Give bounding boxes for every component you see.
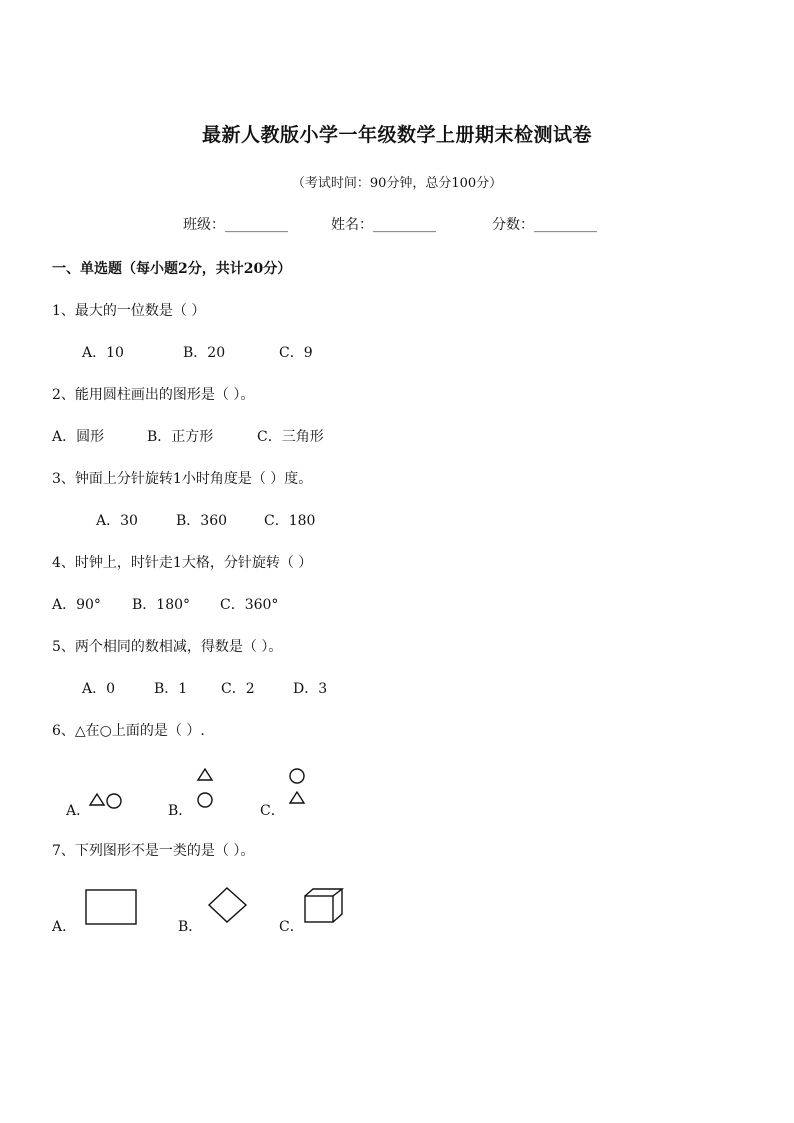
question-2: 2、能用圆柱画出的图形是（ ）。 xyxy=(52,387,255,403)
q5-option-a: A．0 xyxy=(82,681,116,697)
q7-option-a: A． xyxy=(52,919,77,935)
q2-option-c: C．三角形 xyxy=(257,429,324,445)
circle-above-triangle-icon xyxy=(288,768,308,810)
q7-option-c: C． xyxy=(279,919,304,935)
q2-option-a: A．圆形 xyxy=(52,429,105,445)
question-1: 1、最大的一位数是（ ） xyxy=(52,303,206,319)
q5-option-c: C．2 xyxy=(221,681,255,697)
cube-icon xyxy=(304,888,346,924)
score-field: 分数：_________ xyxy=(492,217,597,233)
triangle-beside-circle-icon xyxy=(89,793,125,813)
question-5: 5、两个相同的数相减，得数是（ ）。 xyxy=(52,639,283,655)
q5-option-b: B．1 xyxy=(154,681,188,697)
page-title: 最新人教版小学一年级数学上册期末检测试卷 xyxy=(201,124,592,146)
q3-option-a: A．30 xyxy=(96,513,138,529)
question-7: 7、下列图形不是一类的是（ ）。 xyxy=(52,843,255,859)
q6-option-b: B． xyxy=(168,803,193,819)
q6-option-a: A． xyxy=(66,803,91,819)
q5-option-d: D．3 xyxy=(293,681,328,697)
question-4: 4、时钟上，时针走1大格，分针旋转（ ） xyxy=(52,555,313,571)
q1-option-c: C．9 xyxy=(279,345,313,361)
q4-option-c: C．360° xyxy=(220,597,279,613)
q4-option-a: A．90° xyxy=(52,597,101,613)
question-3: 3、钟面上分针旋转1小时角度是（ ）度。 xyxy=(52,471,313,487)
triangle-above-circle-icon xyxy=(196,768,216,810)
q7-option-b: B． xyxy=(178,919,203,935)
q1-option-a: A．10 xyxy=(82,345,124,361)
q2-option-b: B．正方形 xyxy=(147,429,214,445)
q3-option-b: B．360 xyxy=(176,513,228,529)
q4-option-b: B．180° xyxy=(132,597,191,613)
question-6: 6、△在○上面的是（ ）. xyxy=(52,723,205,739)
name-field: 姓名：_________ xyxy=(331,217,436,233)
class-field: 班级：_________ xyxy=(183,217,288,233)
diamond-icon xyxy=(208,887,248,923)
section-title: 一、单选题（每小题2分，共计20分） xyxy=(52,261,292,277)
q6-option-c: C． xyxy=(260,803,285,819)
exam-subtitle: （考试时间：90分钟，总分100分） xyxy=(291,176,503,191)
q3-option-c: C．180 xyxy=(264,513,316,529)
rectangle-icon xyxy=(85,889,138,926)
q1-option-b: B．20 xyxy=(183,345,226,361)
